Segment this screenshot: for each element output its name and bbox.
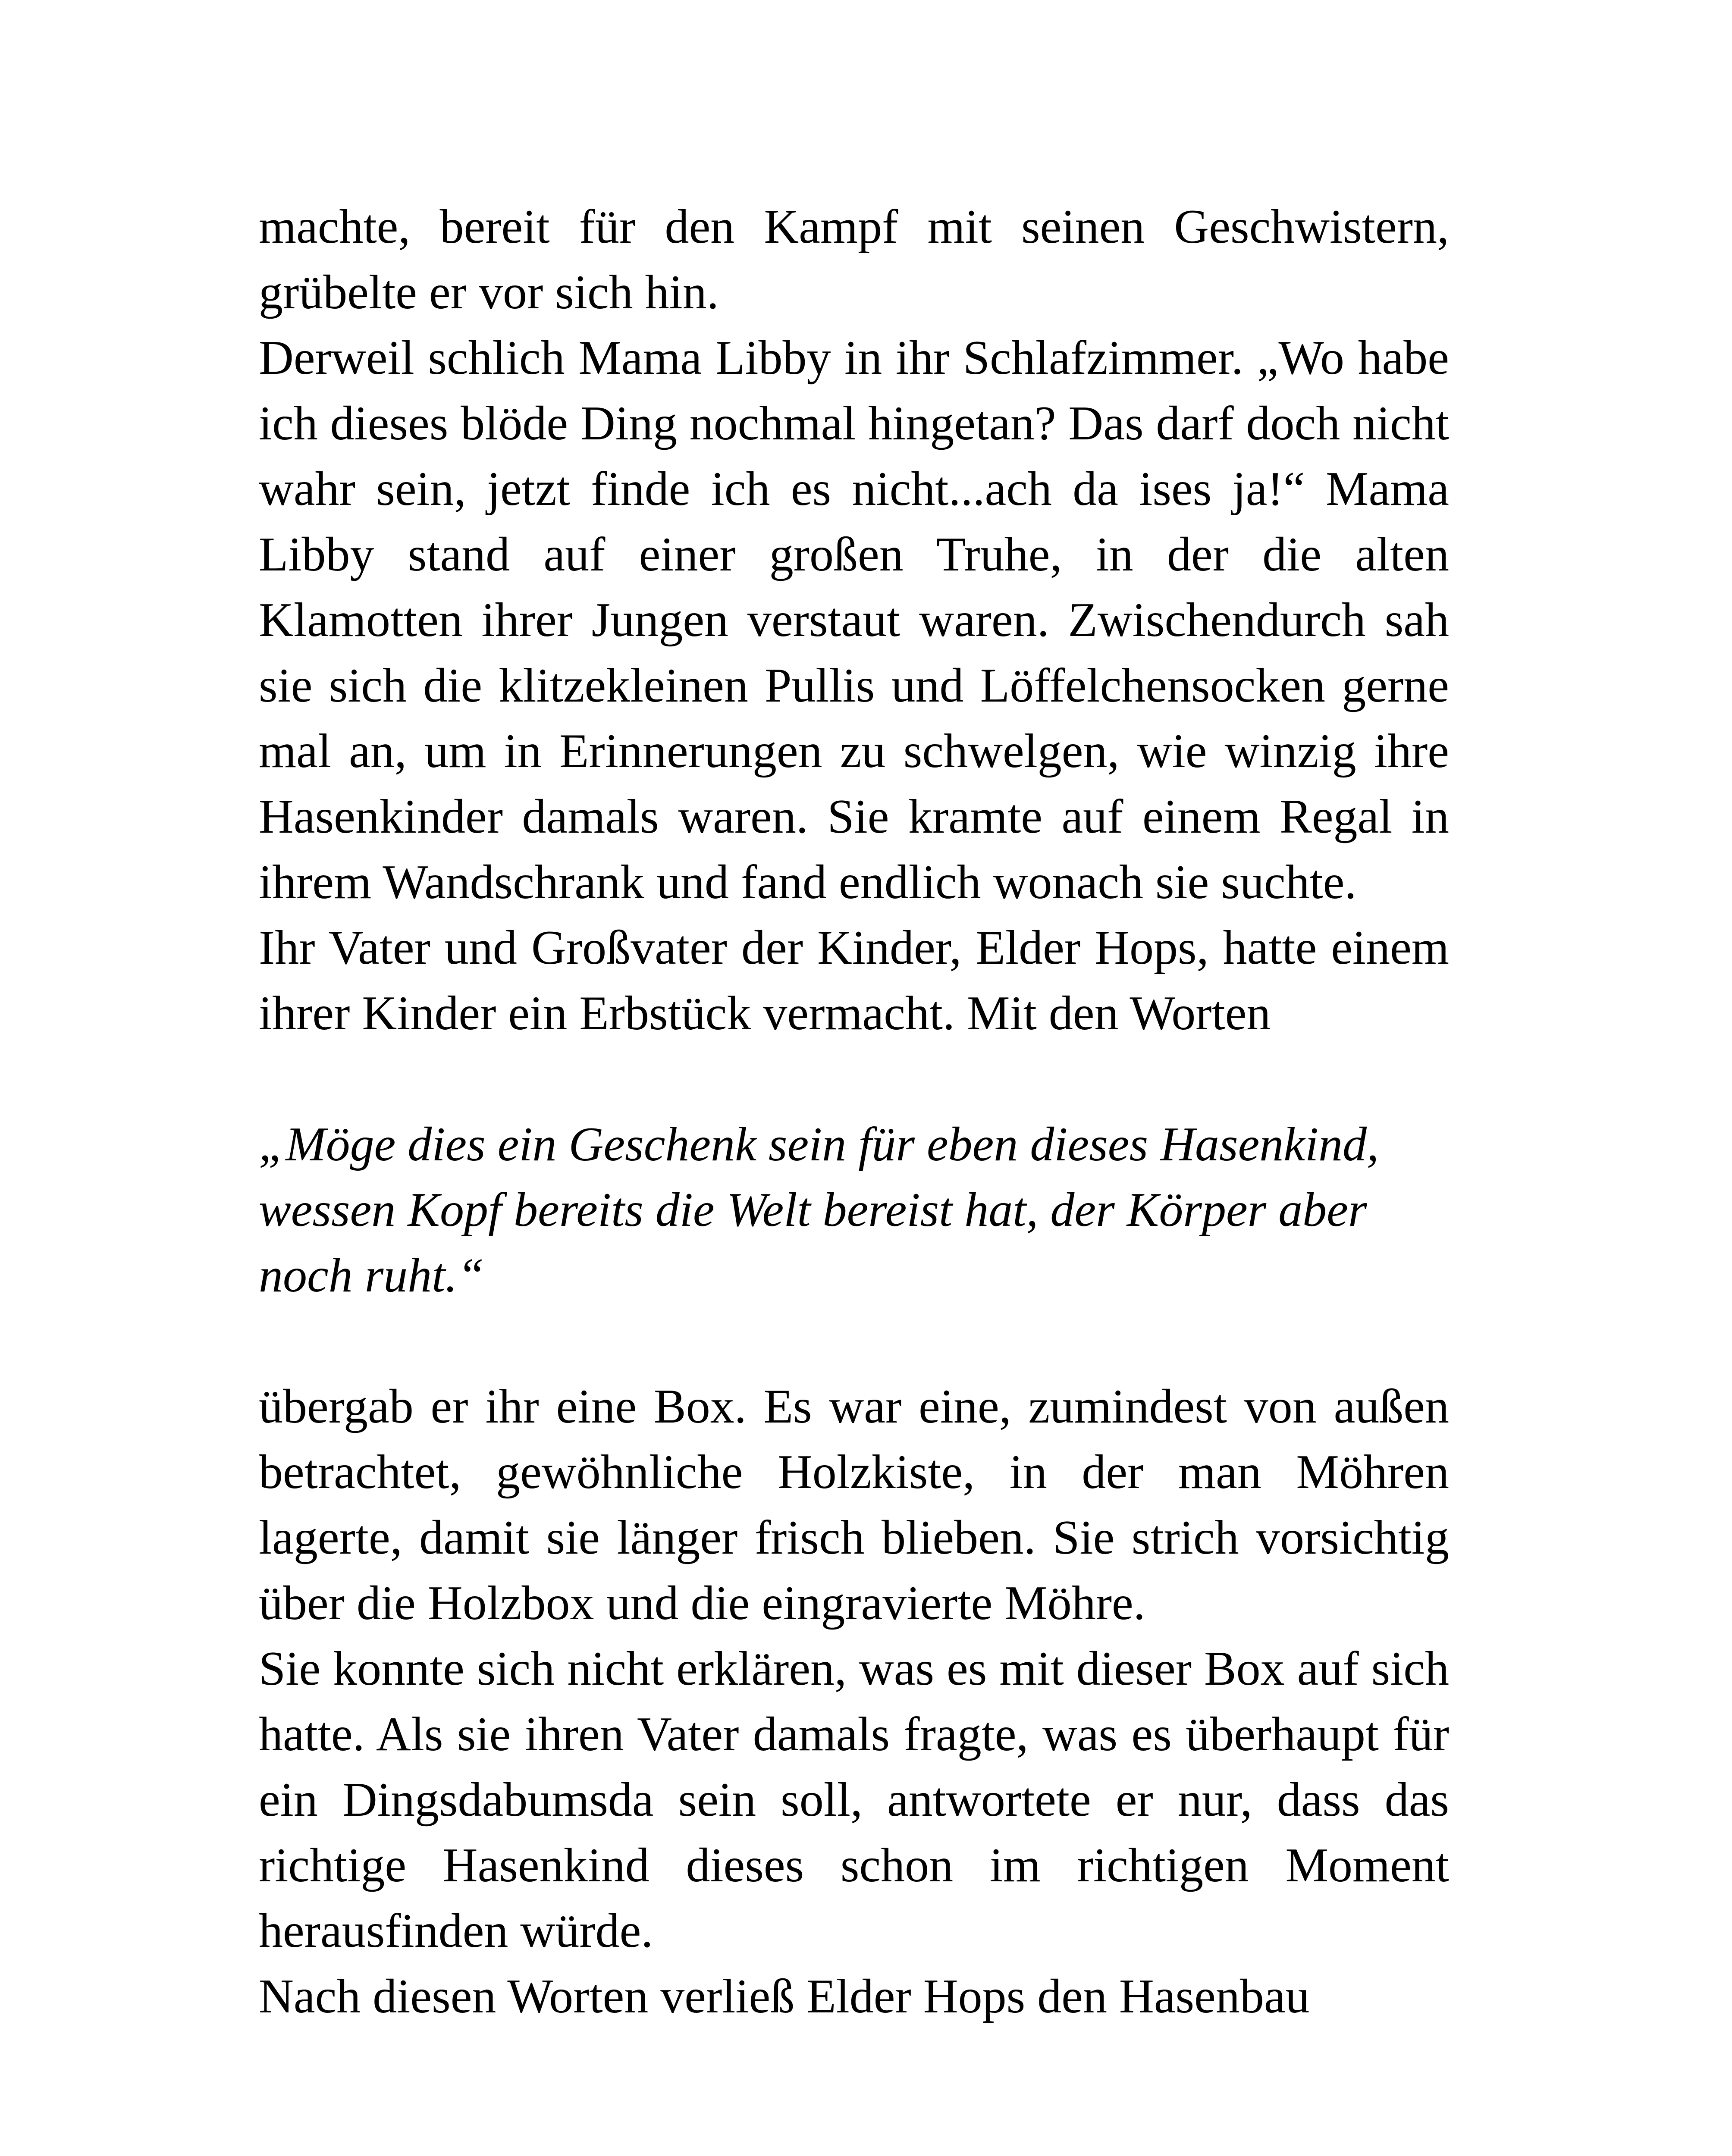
paragraph-1: machte, bereit für den Kampf mit seinen Geschwistern, grübelte er vor sich hin. [259,200,1449,319]
italic-quote: „Möge dies ein Geschenk sein für eben dieses Hasenkind, wessen Kopf bereits die Welt bereist hat, der Körper aber noch ruht.“ [259,1118,1379,1302]
paragraph-5: Sie konnte sich nicht erklären, was es mit dieser Box auf sich hatte. Als sie ihren Vater damals fragte, was es überhaupt für ein Dingsdabumsda sein soll, antwortete er nur, dass das richtige Hasenkind dieses schon im richtigen Moment herausfinden würde. [259,1642,1449,1958]
paragraph-4: übergab er ihr eine Box. Es war eine, zumindest von außen betrachtet, gewöhnliche Holzkiste, in der man Möhren lagerte, damit sie länger frisch blieben. Sie strich vorsichtig über die Holzbox und die eingravierte Möhre. [259,1380,1449,1630]
paragraph-2: Derweil schlich Mama Libby in ihr Schlafzimmer. „Wo habe ich dieses blöde Ding nochmal hingetan? Das darf doch nicht wahr sein, jetzt finde ich es nicht...ach da ises ja!“ Mama Libby stand auf einer großen Truhe, in der die alten Klamotten ihrer Jungen verstaut waren. Zwischendurch sah sie sich die klitzekleinen Pullis und Löffelchensocken gerne mal an, um in Erinnerungen zu schwelgen, wie winzig ihre Hasenkinder damals waren. Sie kramte auf einem Regal in ihrem Wandschrank und fand endlich wonach sie suchte. [259,331,1449,909]
paragraph-6: Nach diesen Worten verließ Elder Hops den Hasenbau [259,1970,1310,2023]
page-body-text [259,194,1449,2029]
paragraph-3: Ihr Vater und Großvater der Kinder, Elder Hops, hatte einem ihrer Kinder ein Erbstück vermacht. Mit den Worten [259,921,1449,1040]
